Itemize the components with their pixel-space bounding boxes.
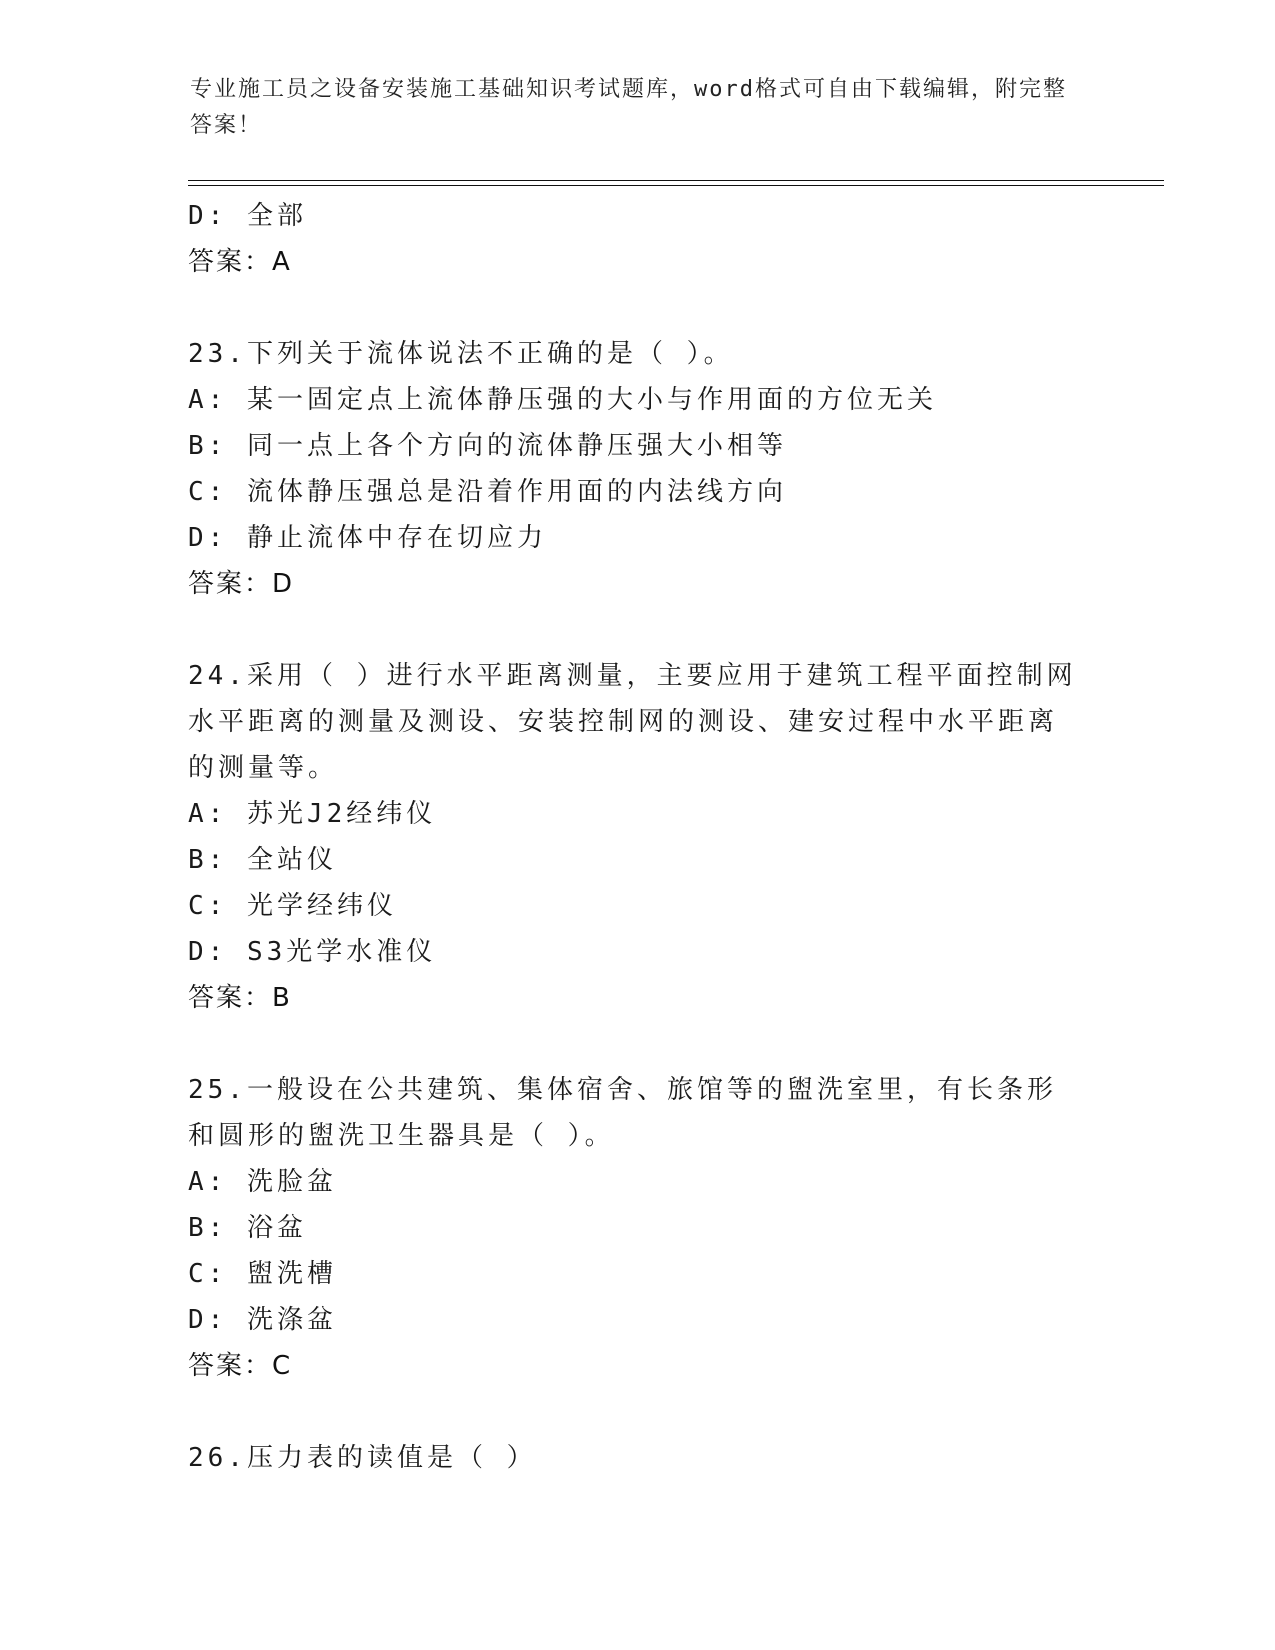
option-d: D: S3光学水准仪 xyxy=(188,937,437,967)
option-a: A: 某一固定点上流体静压强的大小与作用面的方位无关 xyxy=(188,385,937,415)
header-rule-top xyxy=(188,180,1164,181)
option-d: D: 洗涤盆 xyxy=(188,1305,337,1335)
question-23 xyxy=(188,331,1088,607)
question-text: 26.压力表的读值是（ ） xyxy=(188,1443,537,1473)
answer-line: 答案：D xyxy=(188,569,295,599)
question-24 xyxy=(188,653,1088,1021)
option-b: B: 同一点上各个方向的流体静压强大小相等 xyxy=(188,431,787,461)
question-text: 24.采用（ ）进行水平距离测量，主要应用于建筑工程平面控制网水平距离的测量及测设、安装控制网的测设、建安过程中水平距离的测量等。 xyxy=(188,661,1077,783)
question-text: 23.下列关于流体说法不正确的是（ ）。 xyxy=(188,339,734,369)
option-a: A: 洗脸盆 xyxy=(188,1167,337,1197)
option-d: D: 静止流体中存在切应力 xyxy=(188,523,547,553)
question-25 xyxy=(188,1067,1088,1389)
header-rule-bottom xyxy=(188,185,1164,186)
option-c: C: 流体静压强总是沿着作用面的内法线方向 xyxy=(188,477,787,507)
option-d: D: 全部 xyxy=(188,201,307,231)
prev-question-tail xyxy=(188,193,1088,285)
question-text: 25.一般设在公共建筑、集体宿舍、旅馆等的盥洗室里，有长条形和圆形的盥洗卫生器具是（ ）。 xyxy=(188,1075,1057,1151)
spacer xyxy=(188,1389,1088,1435)
answer-line: 答案：B xyxy=(188,983,292,1013)
document-header: 专业施工员之设备安装施工基础知识考试题库，word格式可自由下载编辑，附完整答案！ xyxy=(190,77,1067,138)
option-c: C: 盥洗槽 xyxy=(188,1259,337,1289)
question-26 xyxy=(188,1435,1088,1481)
spacer xyxy=(188,285,1088,331)
spacer xyxy=(188,607,1088,653)
spacer xyxy=(188,1021,1088,1067)
option-b: B: 全站仪 xyxy=(188,845,337,875)
option-a: A: 苏光J2经纬仪 xyxy=(188,799,437,829)
option-b: B: 浴盆 xyxy=(188,1213,307,1243)
document-body xyxy=(188,193,1088,1481)
answer-line: 答案：C xyxy=(188,1351,293,1381)
option-c: C: 光学经纬仪 xyxy=(188,891,397,921)
answer-line: 答案：A xyxy=(188,247,292,277)
